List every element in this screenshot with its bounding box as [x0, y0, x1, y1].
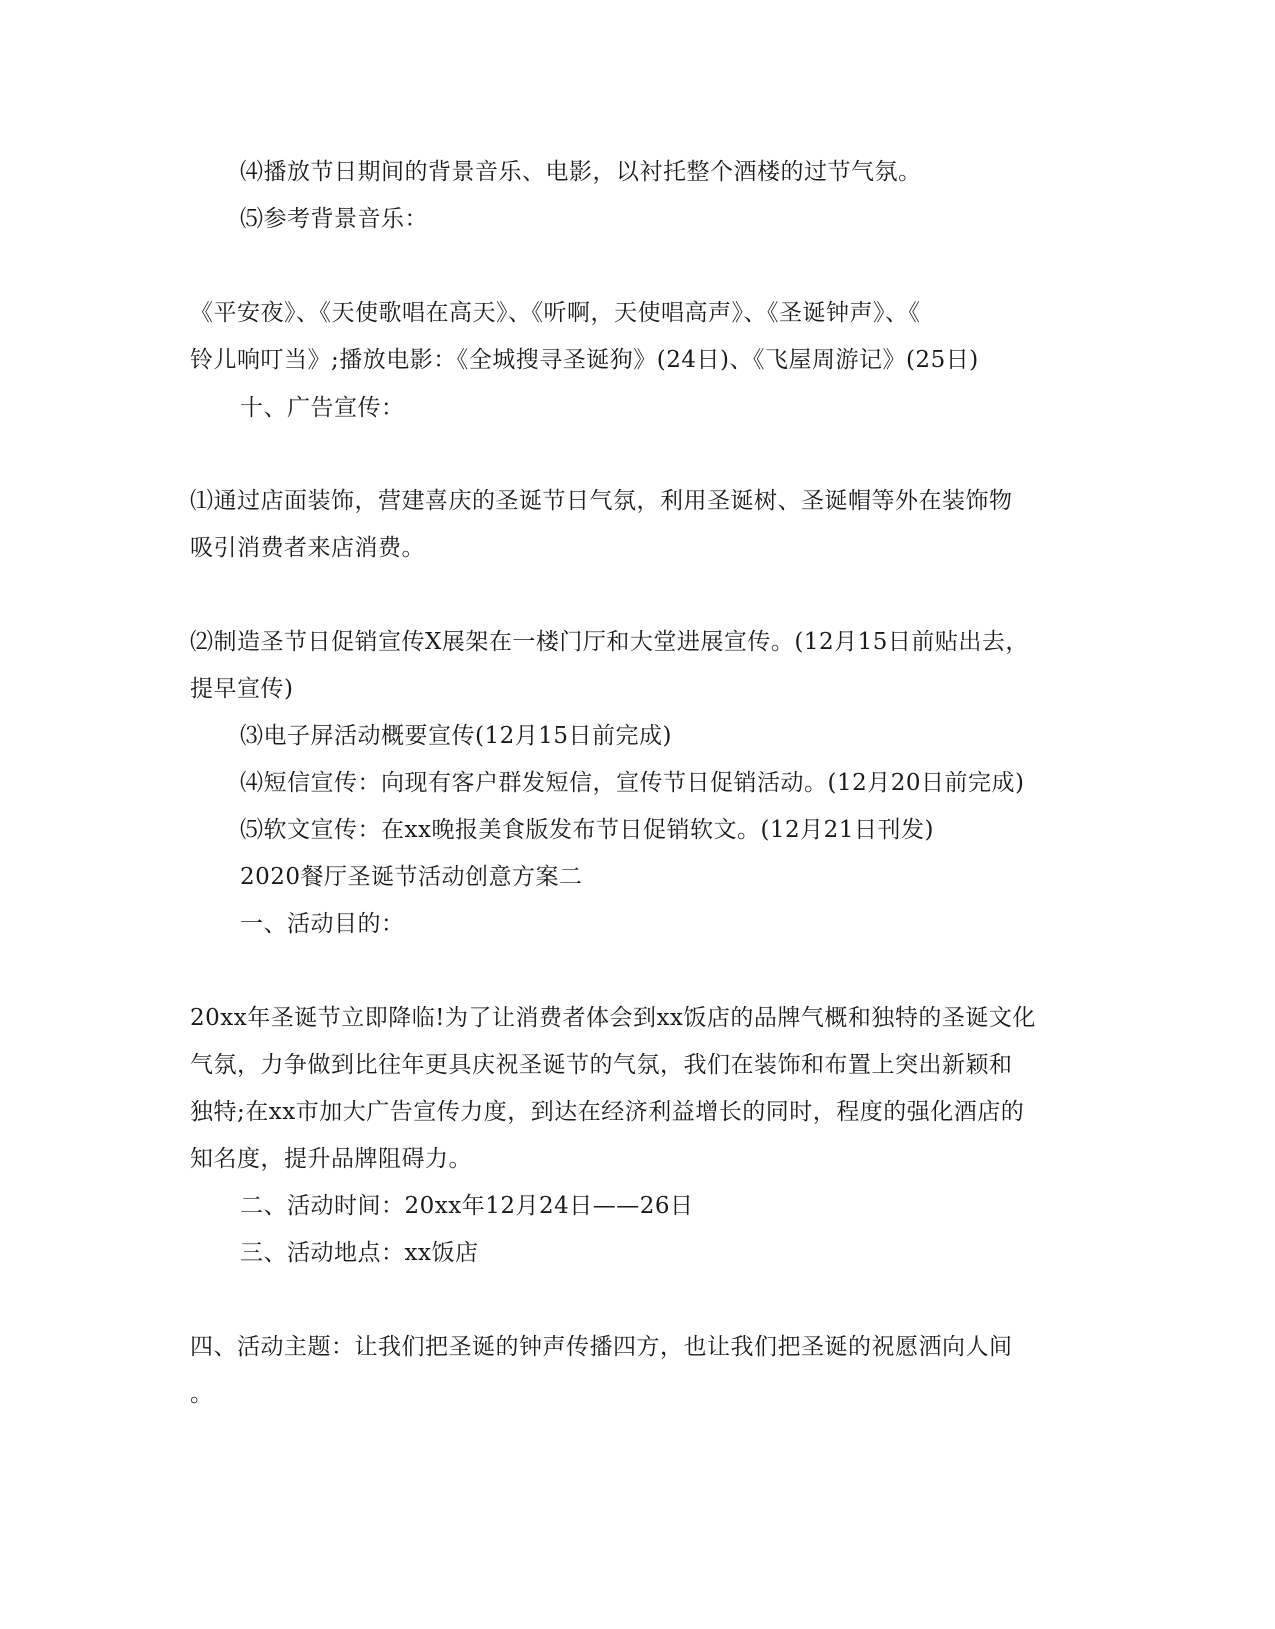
text-line: ⑷短信宣传：向现有客户群发短信，宣传节日促销活动。(12月20日前完成): [240, 770, 1025, 796]
text-line: 20xx年圣诞节立即降临!为了让消费者体会到xx饭店的品牌气概和独特的圣诞文化: [190, 1005, 1036, 1031]
text-line: 独特;在xx市加大广告宣传力度，到达在经济利益增长的同时，程度的强化酒店的: [190, 1099, 1025, 1125]
text-line: ⑵制造圣节日促销宣传X展架在一楼门厅和大堂进展宣传。(12月15日前贴出去，: [190, 629, 1029, 655]
text-line: 吸引消费者来店消费。: [190, 535, 425, 561]
text-line: ⑶电子屏活动概要宣传(12月15日前完成): [240, 723, 672, 749]
section-heading: 三、活动地点：xx饭店: [240, 1240, 479, 1266]
document-subtitle: 2020餐厅圣诞节活动创意方案二: [240, 864, 583, 890]
section-heading: 一、活动目的：: [240, 911, 405, 937]
text-line: 提早宣传): [190, 676, 294, 702]
text-line: ⑷播放节日期间的背景音乐、电影，以衬托整个酒楼的过节气氛。: [240, 159, 922, 185]
text-line: ⑴通过店面装饰，营建喜庆的圣诞节日气氛，利用圣诞树、圣诞帽等外在装饰物: [190, 488, 1013, 514]
section-heading: 十、广告宣传：: [240, 395, 405, 421]
section-heading: 四、活动主题：让我们把圣诞的钟声传播四方，也让我们把圣诞的祝愿洒向人间: [190, 1334, 1013, 1360]
text-line: 。: [190, 1381, 214, 1407]
text-line: 铃儿响叮当》;播放电影：《全城搜寻圣诞狗》(24日)、《飞屋周游记》(25日): [190, 347, 979, 373]
text-line: 知名度，提升品牌阻碍力。: [190, 1146, 472, 1172]
text-line: ⑸软文宣传：在xx晚报美食版发布节日促销软文。(12月21日刊发): [240, 817, 934, 843]
text-line: 《平安夜》、《天使歌唱在高天》、《听啊，天使唱高声》、《圣诞钟声》、《: [190, 300, 921, 326]
text-line: ⑸参考背景音乐：: [240, 206, 428, 232]
section-heading: 二、活动时间：20xx年12月24日——26日: [240, 1193, 694, 1219]
text-line: 气氛，力争做到比往年更具庆祝圣诞节的气氛，我们在装饰和布置上突出新颖和: [190, 1052, 1013, 1078]
